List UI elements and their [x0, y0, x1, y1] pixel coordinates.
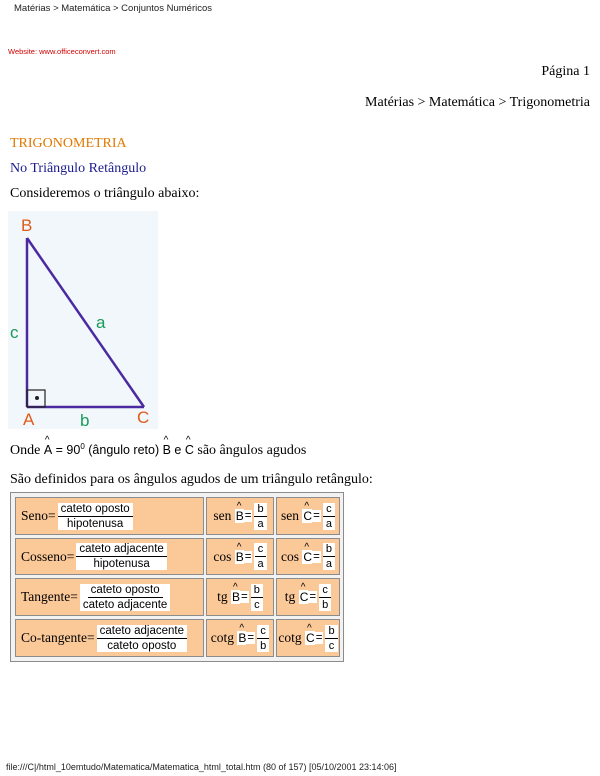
angle-c-symbol: ^ C	[305, 631, 315, 645]
fraction-denominator: hipotenusa	[93, 558, 150, 570]
fraction-denominator: b	[260, 639, 267, 652]
table-cell-angle-b	[206, 619, 274, 657]
function-name: sen	[213, 508, 232, 523]
angle-b-symbol: ^ B	[231, 590, 240, 604]
fraction-numerator: c	[255, 543, 267, 557]
function-name: cos	[281, 548, 300, 564]
function-name: cotg	[210, 630, 234, 645]
fraction-denominator: b	[322, 598, 329, 611]
ratio-name: Co-tangente	[21, 630, 87, 645]
equals-sign: =	[48, 508, 56, 523]
section-subtitle: No Triângulo Retângulo	[10, 161, 147, 176]
degree-symbol: 0	[80, 442, 85, 451]
ratio-fraction	[325, 625, 337, 652]
ratio-fraction	[254, 503, 266, 530]
function-name: cotg	[278, 630, 302, 645]
fraction-denominator: a	[325, 517, 332, 530]
equals-sign: =	[70, 589, 78, 604]
angle-c-symbol: ^ C	[302, 550, 312, 564]
function-name: cos	[213, 548, 232, 564]
equals-sign: =	[66, 548, 75, 564]
ratio-fraction	[58, 503, 133, 530]
equals-sign: =	[244, 550, 252, 563]
ratio-fraction	[76, 543, 166, 570]
equals-sign: =	[244, 510, 252, 522]
fraction-denominator: a	[325, 558, 332, 570]
fraction-numerator: b	[325, 625, 337, 639]
function-name: tg	[284, 589, 296, 604]
onde-prefix: Onde	[10, 443, 44, 458]
fraction-denominator: a	[257, 558, 264, 570]
ratio-name: Cosseno	[21, 548, 67, 564]
ratio-fraction	[97, 625, 187, 652]
ratio-fraction	[319, 584, 331, 611]
side-a-label: a	[96, 313, 106, 332]
fraction-numerator: b	[323, 543, 335, 557]
table-cell-angle-c	[276, 619, 340, 657]
table-row-definition	[15, 578, 204, 616]
fraction-numerator: c	[319, 584, 331, 598]
fraction-numerator: b	[251, 584, 263, 598]
equals-sign: =	[241, 591, 248, 603]
intro-text: Consideremos o triângulo abaixo:	[10, 186, 200, 201]
ratio-fraction	[257, 625, 269, 652]
ratio-fraction	[251, 584, 263, 611]
page-label: Página 1	[541, 64, 590, 79]
angle-b-symbol: ^ B	[235, 509, 244, 523]
table-cell-angle-c	[276, 497, 340, 535]
fraction-numerator: cateto adjacente	[76, 543, 166, 557]
ratio-fraction	[323, 503, 335, 530]
fraction-denominator: hipotenusa	[67, 517, 124, 530]
ratio-fraction	[254, 543, 266, 570]
right-angle-dot	[35, 396, 39, 400]
fraction-denominator: c	[328, 639, 335, 652]
fraction-denominator: cateto oposto	[107, 639, 177, 652]
definitions-intro: São definidos para os ângulos agudos de um triângulo retângulo:	[10, 472, 373, 487]
right-angle-text: (ângulo reto)	[84, 443, 163, 457]
equals-sign: =	[309, 591, 317, 603]
onde-sentence	[10, 442, 306, 459]
equals-sign: =	[313, 510, 320, 522]
table-row-definition	[15, 497, 204, 535]
angle-c-symbol: ^ C	[185, 443, 194, 457]
equals-sign: =	[247, 632, 255, 644]
trig-ratios-table	[10, 492, 344, 662]
table-cell-angle-c	[276, 578, 340, 616]
equals-sign: =	[86, 630, 95, 645]
footer-file-path: file:///C|/html_10emtudo/Matematica/Matematica_html_total.htm (80 of 157) [05/10/2001 23:14:06]	[6, 762, 397, 772]
fraction-numerator: b	[254, 503, 266, 517]
angle-b-symbol: ^ B	[235, 550, 244, 564]
top-breadcrumb: Matérias > Matemática > Conjuntos Numéricos	[14, 3, 212, 14]
website-link[interactable]: Website: www.officeconvert.com	[8, 47, 116, 56]
and-text: e	[170, 443, 185, 457]
fraction-denominator: cateto adjacente	[82, 598, 168, 611]
angle-c-symbol: ^ C	[299, 590, 309, 604]
equals-sign: =	[315, 632, 323, 644]
table-cell-angle-b	[206, 538, 274, 575]
fraction-numerator: c	[323, 503, 335, 517]
fraction-denominator: a	[257, 517, 264, 530]
fraction-numerator: cateto adjacente	[97, 625, 187, 639]
right-triangle-figure	[8, 211, 158, 429]
fraction-numerator: cateto oposto	[58, 503, 133, 517]
page-title: TRIGONOMETRIA	[10, 136, 127, 151]
angle-b-symbol: ^ B	[237, 631, 246, 645]
function-name: tg	[217, 589, 228, 604]
fraction-denominator: c	[254, 598, 260, 611]
table-row-definition	[15, 619, 204, 657]
ratio-fraction	[80, 584, 170, 611]
fraction-numerator: cateto oposto	[88, 584, 163, 598]
vertex-b-label: B	[21, 216, 33, 235]
angle-c-symbol: ^ C	[302, 509, 312, 523]
table-cell-angle-c	[276, 538, 340, 575]
side-b-label: b	[80, 411, 90, 429]
function-name: sen	[281, 508, 300, 523]
angle-b-symbol: ^ B	[163, 443, 171, 457]
equals-sign: =	[313, 550, 320, 563]
ratio-name: Tangente	[21, 589, 71, 604]
angle-a-symbol: ^ A	[44, 443, 52, 457]
vertex-c-label: C	[137, 408, 150, 427]
side-c-label: c	[10, 323, 19, 342]
table-cell-angle-b	[206, 578, 274, 616]
ratio-name: Seno	[21, 508, 48, 523]
vertex-a-label: A	[23, 410, 35, 429]
ratio-fraction	[323, 543, 335, 570]
onde-suffix: são ângulos agudos	[193, 443, 307, 458]
table-cell-angle-b	[206, 497, 274, 535]
breadcrumb: Matérias > Matemática > Trigonometria	[365, 95, 590, 110]
equals-90: = 90	[52, 443, 81, 457]
fraction-numerator: c	[257, 625, 269, 639]
table-row-definition	[15, 538, 204, 575]
